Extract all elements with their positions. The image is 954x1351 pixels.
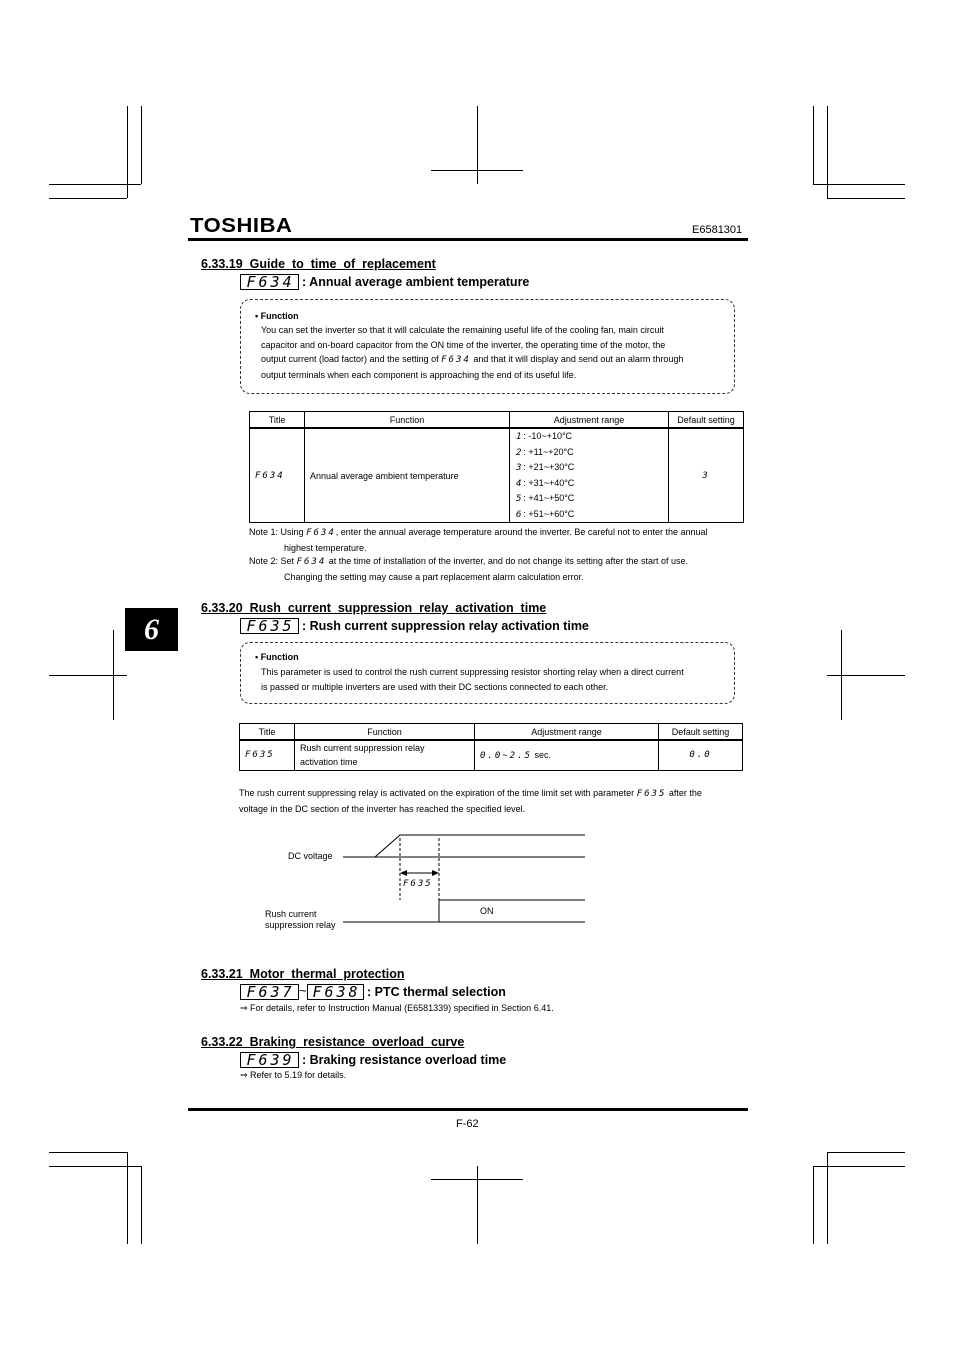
cell-range: 1: -10~+10°C 2: +11~+20°C 3: +21~+30°C 4: +31~+40°C 5: +41~+50°C 6: +51~+60°C [510, 428, 669, 523]
col-title: Title [240, 724, 295, 741]
doc-number: E6581301 [692, 224, 743, 236]
parameter-code-tag: F635 [240, 618, 299, 634]
parameter-code-tag-2: F638 [307, 984, 364, 1000]
section-heading: 6.33.19 Guide to time of replacement [201, 257, 436, 271]
chapter-number: 6 [144, 613, 159, 646]
col-default: Default setting [669, 412, 744, 429]
cell-title: F635 [240, 740, 295, 770]
section-heading: 6.33.21 Motor thermal protection [201, 967, 405, 981]
col-function: Function [305, 412, 510, 429]
col-default: Default setting [659, 724, 743, 741]
reference-note: ⇒ Refer to 5.19 for details. [240, 1070, 347, 1080]
reference-note: ⇒ For details, refer to Instruction Manual (E6581339) specified in Section 6.41. [240, 1003, 554, 1013]
parameter-title: : Braking resistance overload time [302, 1053, 507, 1067]
section-heading: 6.33.20 Rush current suppression relay activation time [201, 601, 547, 615]
cell-function: Rush current suppression relay activation time [295, 740, 475, 770]
cell-title: F634 [250, 428, 305, 523]
parameter-title: : Annual average ambient temperature [302, 275, 530, 289]
cell-range: 0.0~2.5 sec. [475, 740, 659, 770]
cell-default: 3 [669, 428, 744, 523]
section-heading: 6.33.22 Braking resistance overload curve [201, 1035, 465, 1049]
parameter-title: : Rush current suppression relay activation time [302, 619, 589, 633]
parameter-code-tag: F637 [240, 984, 299, 1000]
function-line: This parameter is used to control the rush current suppressing resistor shorting relay when a direct current [261, 667, 684, 677]
cell-function: Annual average ambient temperature [305, 428, 510, 523]
range-separator: ~ [299, 983, 307, 998]
col-range: Adjustment range [510, 412, 669, 429]
col-function: Function [295, 724, 475, 741]
page-number: F-62 [456, 1118, 479, 1130]
parameter-title: : PTC thermal selection [367, 985, 506, 999]
relay-label: Rush current suppression relay [265, 909, 336, 930]
toshiba-logo: TOSHIBA [190, 215, 293, 237]
cell-default: 0.0 [659, 740, 743, 770]
footer-rule [188, 1108, 748, 1111]
parameter-code-tag: F639 [240, 1052, 299, 1068]
note-2: Note 2: Set F634 at the time of installation of the inverter, and do not change its setting after the start of use. Changing the setting may cause a part replacement alarm calculation error. [249, 556, 688, 582]
function-label: • Function [255, 652, 299, 662]
param-code: F634 [441, 355, 471, 365]
body-text: The rush current suppressing relay is activated on the expiration of the time limit set with parameter F635 after the voltage in the DC section of the inverter has reached the specified level. [239, 788, 702, 814]
function-label: • Function [255, 311, 299, 321]
function-line: output terminals when each component is approaching the end of its useful life. [261, 369, 577, 380]
note-1: Note 1: Using F634, enter the annual average temperature around the inverter. Be careful not to enter the annual highest temperature. [249, 527, 708, 553]
on-label: ON [480, 906, 494, 916]
function-line: output current (load factor) and the setting of F634 and that it will display and send out an alarm through [261, 354, 684, 365]
function-line: You can set the inverter so that it will calculate the remaining useful life of the cooling fan, main circuit [261, 325, 664, 335]
dc-voltage-label: DC voltage [288, 851, 333, 861]
parameter-code-tag: F634 [240, 274, 299, 290]
col-range: Adjustment range [475, 724, 659, 741]
col-title: Title [250, 412, 305, 429]
diagram-param-label: F635 [403, 879, 433, 889]
function-line: is passed or multiple inverters are used with their DC sections connected to each other. [261, 681, 609, 692]
function-line: capacitor and on-board capacitor from the ON time of the inverter, the operating time of the motor, the [261, 339, 666, 350]
